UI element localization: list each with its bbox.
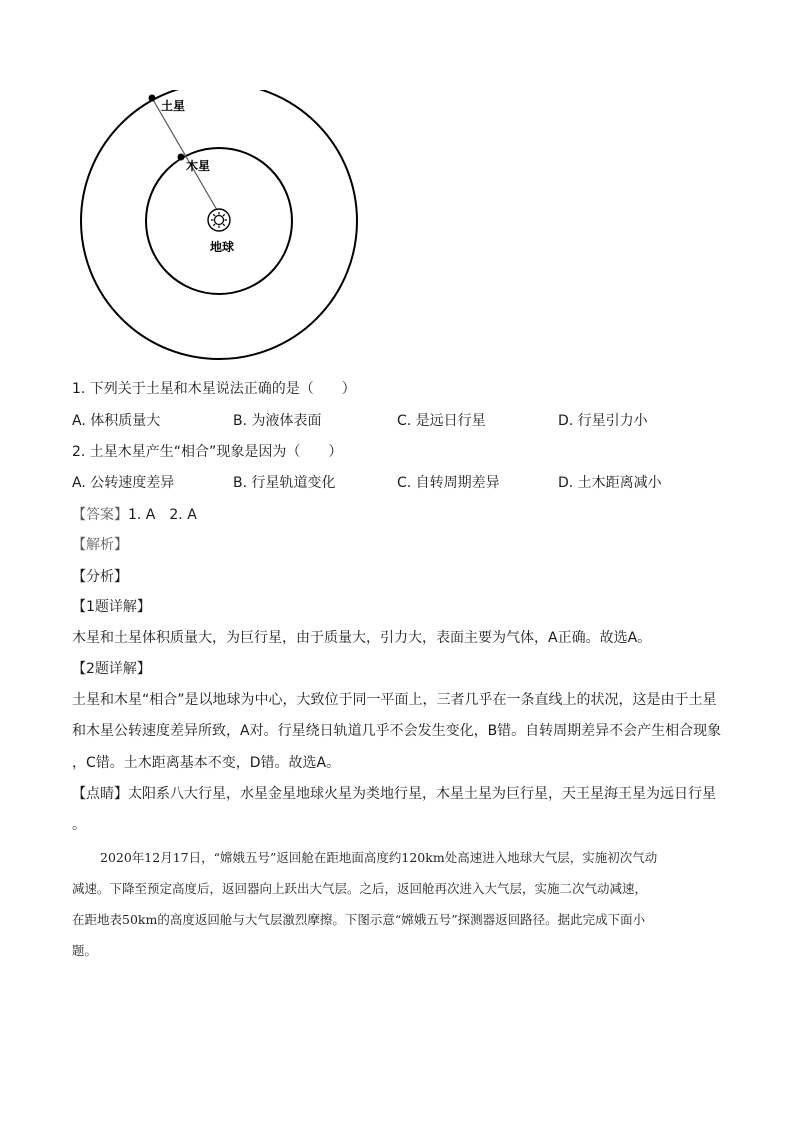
question-1-stem: 1. 下列关于土星和木星说法正确的是（ ） [72,381,356,397]
question-2-option-a: A. 公转速度差异 [72,475,175,491]
tip-end: 。 [72,817,86,833]
detail-2-line-2: 和木星公转速度差异所致，A对。行星绕日轨道几乎不会发生变化，B错。自转周期差异不会产生相合现象 [72,723,722,739]
saturn-label: 土星 [161,99,186,113]
tip-text: 太阳系八大行星，水星金星地球火星为类地行星，木星土星为巨行星，天王星海王星为远日行星 [128,786,716,802]
jupiter-label: 木星 [186,159,211,173]
alignment-line [152,98,217,210]
question-1-option-d: D. 行星引力小 [558,413,648,429]
earth-label: 地球 [210,240,235,254]
detail-2-tag: 【2题详解】 [72,661,151,677]
detail-1-tag: 【1题详解】 [72,599,151,615]
orbit-diagram-svg [76,90,366,365]
analysis-tag: 【解析】 [72,537,128,553]
question-2-stem: 2. 土星木星产生“相合”现象是因为（ ） [72,444,343,460]
tip-line [72,784,716,804]
answer-line [72,505,197,525]
orbit-diagram [76,90,366,365]
detail-2-line-3: ，C错。土木距离基本不变，D错。故选A。 [72,755,341,771]
answer-text: 1. A 2. A [128,507,197,523]
answer-tag: 【答案】 [72,507,128,523]
detail-1-text: 木星和土星体积质量大，为巨行星，由于质量大，引力大，表面主要为气体，A正确。故选A。 [72,630,652,646]
question-1-option-a: A. 体积质量大 [72,413,161,429]
question-2-option-d: D. 土木距离减小 [558,475,662,491]
passage-line-4: 题。 [72,943,98,958]
tip-tag: 【点睛】 [72,786,128,802]
question-2-option-b: B. 行星轨道变化 [233,475,336,491]
detail-2-line-1: 土星和木星“相合”是以地球为中心，大致位于同一平面上，三者几乎在一条直线上的状况，这是由于土星 [72,692,717,708]
saturn-dot [149,95,156,102]
jupiter-dot [178,154,185,161]
fenxi-tag: 【分析】 [72,569,128,585]
question-1-option-b: B. 为液体表面 [233,413,322,429]
passage-line-3: 在距地表50km的高度返回舱与大气层激烈摩擦。下图示意“嫦娥五号”探测器返回路径。据此完成下面小 [72,912,646,927]
passage-line-2: 减速。下降至预定高度后，返回器向上跃出大气层。之后，返回舱再次进入大气层，实施二次气动减速， [72,881,648,896]
question-1-option-c: C. 是远日行星 [397,413,486,429]
question-2-option-c: C. 自转周期差异 [397,475,500,491]
earth-icon [208,209,230,231]
passage-line-1: 2020年12月17日，“嫦娥五号”返回舱在距地面高度约120km处高速进入地球大气层，实施初次气动 [100,850,658,865]
